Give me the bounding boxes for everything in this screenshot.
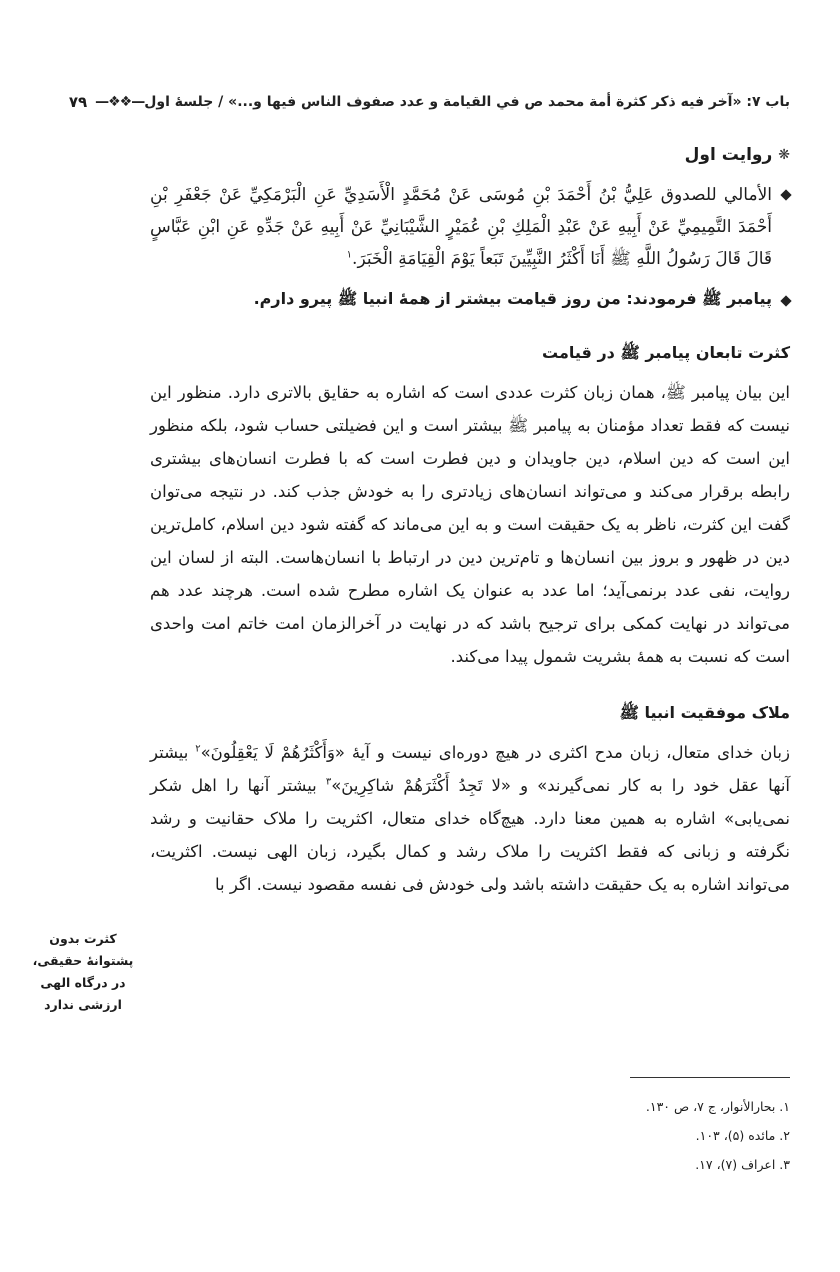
section-heading-success: ملاک موفقیت انبیا ﷺ [619,703,790,722]
paragraph-success-part1: زبان خدای متعال، زبان مدح اکثری در هیچ دوره‌ای نیست و آیهٔ «وَأَكْثَرُهُمْ لَا يَعْقِلُونَ» [200,743,790,762]
margin-note: کثرت بدون پشتوانهٔ حقیقی، در درگاه الهی ارزشی ندارد [32,931,134,1012]
star-icon: ❋ [778,147,790,163]
diamond-bullet-icon [780,295,791,306]
footnote-2: ۲. مائده (۵)، ۱۰۳. [695,1128,790,1143]
section-heading-followers: کثرت تابعان پیامبر ﷺ در قیامت [542,343,790,362]
footnote-divider [630,1077,790,1078]
narration-arabic-item [150,179,790,275]
header-title: باب ۷: «آخر فيه ذكر كثرة أمة محمد ص في القيامة و عدد صفوف الناس فيها و...» / جلسهٔ اول [144,94,790,110]
narration-translation-item [150,285,790,313]
paragraph-success-part3: بیشتر آنها را اهل شکر نمی‌یابی» اشاره به همین معنا دارد. هیچ‌گاه خدای متعال، اکثریت را ملاک حقانیت و رشد نگرفته و زبانی که فقط اکثریت را ملاک رشد و کمال بگیرد، زبان الهی نیست. اکثریت، می‌تواند اشاره به یک حقیقت داشته باشد ولی خودش فی نفسه مقصود نیست. اگر با [150,776,790,894]
section-heading-narration [150,145,790,165]
paragraph-success-part2: بیشتر آنها عقل خود را به کار نمی‌گیرند» و «لا تَجِدُ أَكْثَرَهُمْ شاكِرِينَ» [150,743,790,795]
footnotes [480,1092,790,1179]
header-page-info [69,93,144,111]
footnote-3: ۳. اعراف (۷)، ۱۷. [695,1157,790,1172]
section-heading-text: روایت اول [684,145,773,165]
narration-translation: پیامبر ﷺ فرمودند: من روز قیامت بیشتر از همهٔ انبیا ﷺ پیرو دارم. [253,289,772,308]
footnote-ref-1[interactable]: ۱ [346,249,353,261]
footnote-ref-3[interactable]: ۳ [325,776,332,788]
main-text [150,145,790,901]
narration-arabic [150,179,772,275]
footnote-1: ۱. بحارالأنوار، ج ۷، ص ۱۳۰. [645,1099,790,1114]
diamond-bullet-icon [780,189,791,200]
paragraph-followers: این بیان پیامبر ﷺ، همان زبان کثرت عددی است که اشاره به حقایق بالاتری دارد. منظور این نیست که فقط تعداد مؤمنان به پیامبر ﷺ بیشتر است و این فضیلتی حساب شود، بلکه منظور این است که دین اسلام، دین جاویدان و دین فطرت است که با فطرت انسان‌های بیشتری رابطه برقرار می‌کند و می‌تواند انسان‌های زیادتری را به خودش جذب کند. در نتیجه می‌توان گفت این کثرت، ناظر به یک حقیقت است و به این می‌ماند که گفته شود دین اسلام، کامل‌ترین دین در ظهور و بروز بین انسان‌ها و تام‌ترین دین در ارتباط با انسان‌هاست. البته از لسان این روایت، نفی عدد برنمی‌آید؛ اما عدد به عنوان یک اشاره مطرح شده است. هرچند عدد هم می‌تواند در نهایت کمکی برای ترجیح باشد که در نهایت در آخرالزمان امت خاتم امت واحدی است که نسبت به همهٔ بشریت شمول پیدا می‌کند. [150,383,790,666]
footnote-ref-2[interactable]: ۲ [195,743,201,755]
page-number: ۷۹ [68,93,88,111]
narration-arabic-text: الأمالي للصدوق عَلِيُّ بْنُ أَحْمَدَ بْنِ مُوسَى عَنْ مُحَمَّدٍ الْأَسَدِيِّ عَنِ الْبَرْمَكِيِّ عَنْ جَعْفَرِ بْنِ أَحْمَدَ التَّمِيمِيِّ عَنْ أَبِيهِ عَنْ عَبْدِ الْمَلِكِ بْنِ عُمَيْرٍ الشَّيْبَانِيِّ عَنْ أَبِيهِ عَنْ جَدِّهِ عَنِ ابْنِ عَبَّاسٍ قَالَ قَالَ رَسُولُ اللَّهِ ﷺ أَنَا أَكْثَرُ النَّبِيِّينَ تَبَعاً يَوْمَ الْقِيَامَةِ الْخَبَرَ. [150,185,772,269]
paragraph-success [150,736,790,901]
running-header [68,88,790,116]
ornament-icon: —❖❖— [95,94,145,110]
